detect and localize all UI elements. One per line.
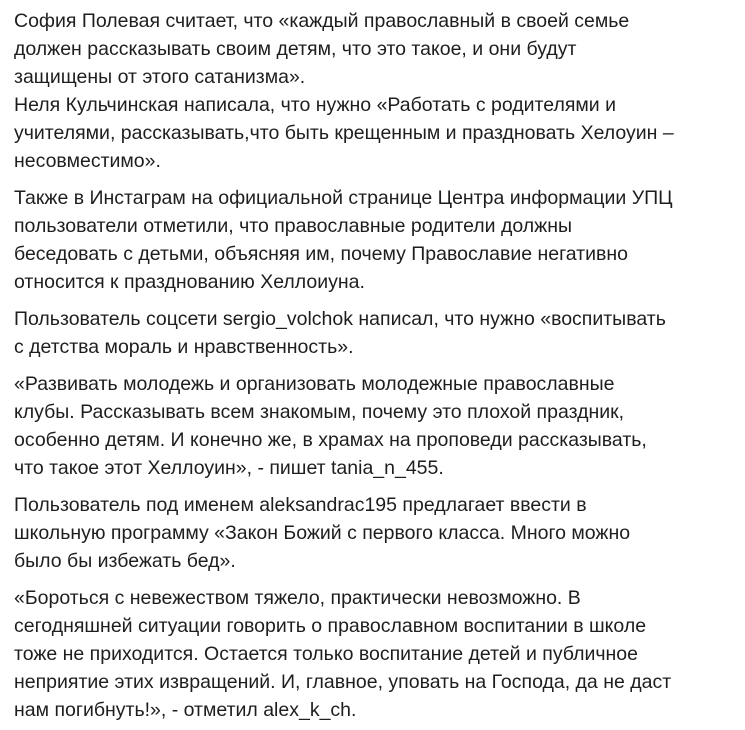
paragraph: Также в Инстаграм на официальной странице Центра информации УПЦ пользователи отметили, что православные родители должны беседовать с детьми, объясняя им, почему Православие негативно относится к празднованию Хеллоиуна. bbox=[14, 187, 673, 293]
paragraph: София Полевая считает, что «каждый православный в своей семье должен рассказывать своим детям, что это такое, и они будут защищены от этого сатанизма». Неля Кульчинская написала, что нужно «Работать с родителями и учителями, рассказывать,что быть крещенным и праздновать Хелоуин – несовместимо». bbox=[14, 10, 674, 172]
paragraph: Пользователь под именем aleksandrac195 предлагает ввести в школьную программу «Закон Божий с первого класса. Много можно было бы избежать бед». bbox=[14, 494, 631, 572]
paragraph: «Бороться с невежеством тяжело, практически невозможно. В сегодняшней ситуации говорить о православном воспитании в школе тоже не приходится. Остается только воспитание детей и публичное неприятие этих извращений. И, главное, уповать на Господа, да не даст нам погибнуть!», - отметил alex_k_ch. bbox=[14, 587, 672, 721]
paragraph: Пользователь соцсети sergio_volchok написал, что нужно «воспитывать с детства мораль и нравственность». bbox=[14, 308, 666, 358]
article-body bbox=[14, 7, 734, 724]
paragraph: «Развивать молодежь и организовать молодежные православные клубы. Рассказывать всем знакомым, почему это плохой праздник, особенно детям. И конечно же, в храмах на проповеди рассказывать, что такое этот Хеллоуин», - пишет tania_n_455. bbox=[14, 373, 647, 479]
